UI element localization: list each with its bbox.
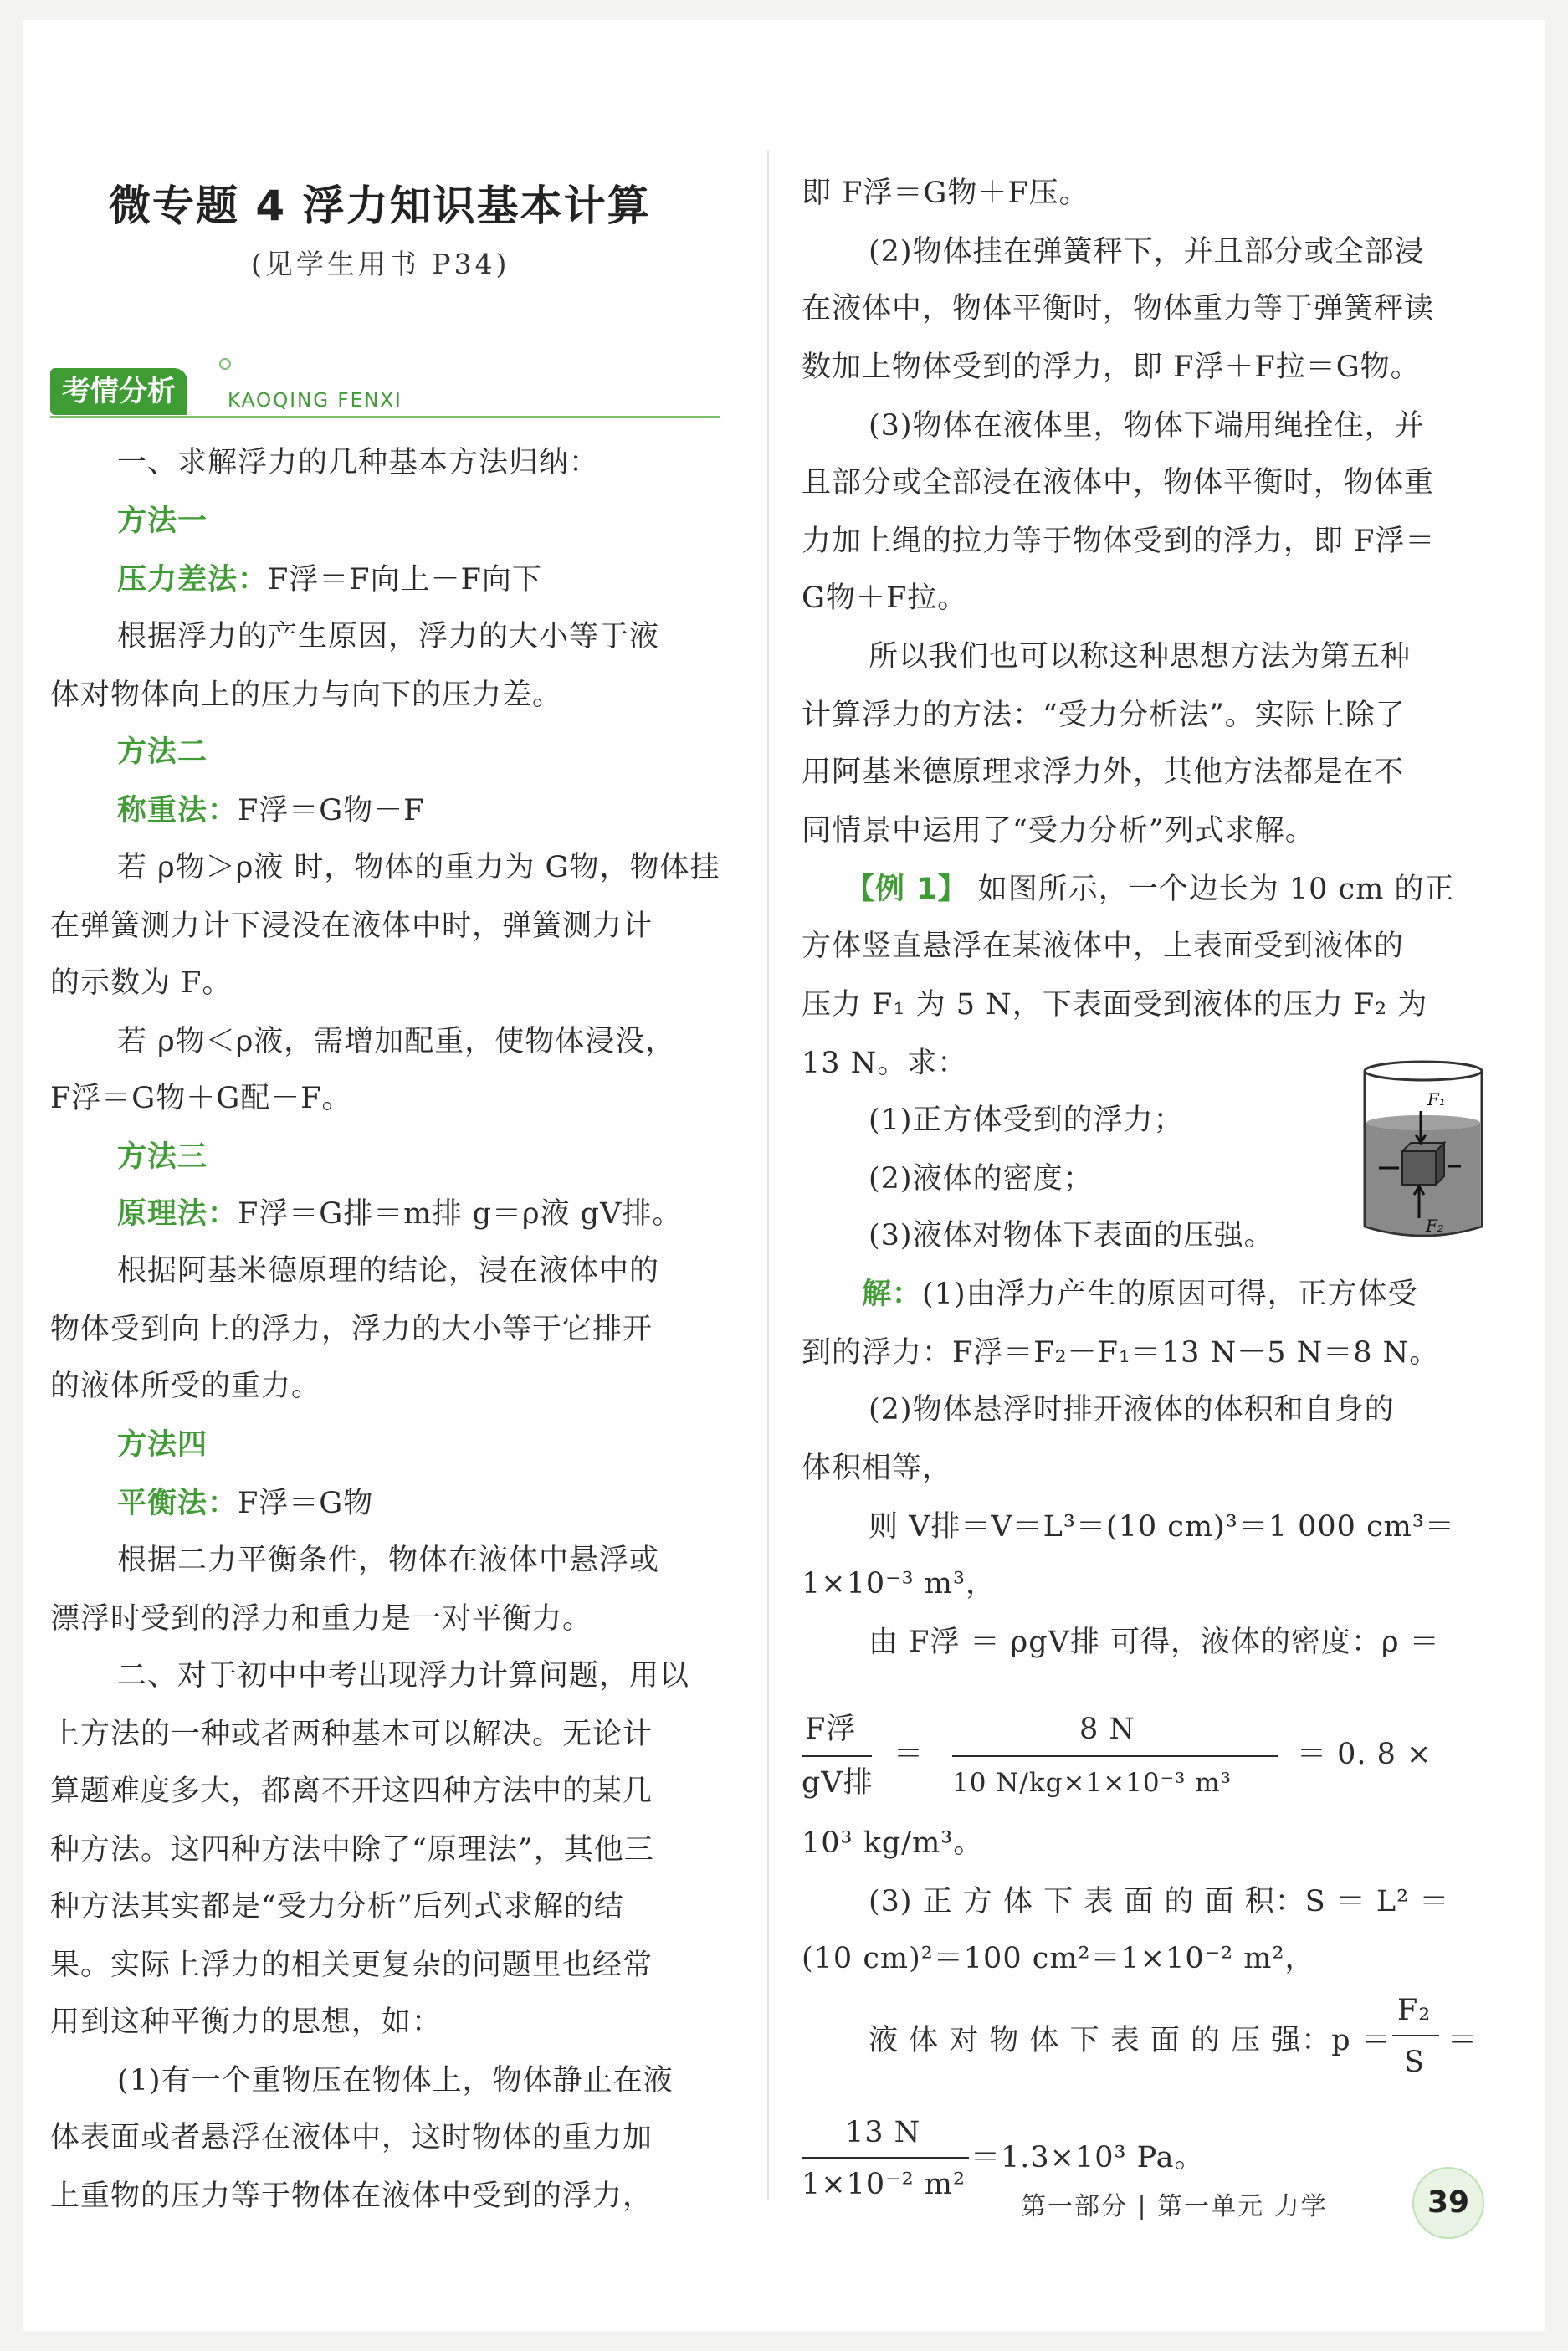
solution-text: 体积相等， (802, 1452, 953, 1485)
case-3-text: 且部分或全部浸在液体中，物体平衡时，物体重 (802, 466, 1435, 499)
solution-text: 1×10⁻³ m³， (802, 1567, 996, 1601)
solution-text: 液 体 对 物 体 下 表 面 的 压 强：p ＝ (869, 2024, 1391, 2057)
method-3-text: 物体受到向上的浮力，浮力的大小等于它排开 (50, 1313, 653, 1346)
fraction-2-denominator: 10 N/kg×1×10⁻³ m³ (952, 1768, 1232, 1798)
example-text: 方体竖直悬浮在某液体中，上表面受到液体的 (802, 930, 1405, 963)
method-2-text: 的示数为 F。 (50, 966, 233, 1000)
solution-text: (2)物体悬浮时排开液体的体积和自身的 (869, 1393, 1395, 1426)
cube (1402, 1151, 1436, 1185)
column-divider (767, 151, 769, 2200)
solution-text: 由 F浮 ＝ ρgV排 可得，液体的密度：ρ ＝ (869, 1626, 1440, 1659)
fraction-1-bar (802, 1755, 872, 1757)
method-2-text: 在弹簧测力计下浸没在液体中时，弹簧测力计 (50, 909, 653, 943)
solution-label: 解： (862, 1278, 923, 1311)
method-2-text: 若 ρ物＞ρ液 时，物体的重力为 G物，物体挂 (117, 851, 720, 884)
part-2-text: 用到这种平衡力的思想，如： (50, 2005, 443, 2039)
fraction-3-numerator: F₂ (1397, 1994, 1432, 2027)
footer-section: 第一部分 | 第一单元 力学 (1021, 2192, 1328, 2221)
method-2-text: F浮＝G物＋G配－F。 (50, 1082, 352, 1115)
fraction-3-bar (1392, 2035, 1439, 2036)
method-1-text: 体对物体向上的压力与向下的压力差。 (50, 679, 563, 712)
case-3-text: (3)物体在液体里，物体下端用绳拴住，并 (869, 409, 1425, 443)
solution-text: 则 V排＝V＝L³＝(10 cm)³＝1 000 cm³＝ (869, 1510, 1455, 1544)
method-1-name: 压力差法： (117, 563, 269, 597)
fraction-4-numerator: 13 N (845, 2116, 921, 2149)
example-text: 压力 F₁ 为 5 N，下表面受到液体的压力 F₂ 为 (802, 988, 1428, 1022)
section-badge-english: KAOQING FENXI (228, 390, 402, 412)
case-1-text: 上重物的压力等于物体在液体中受到的浮力， (50, 2179, 653, 2213)
method-4-formula-line (117, 1483, 373, 1524)
solution-text: 10³ kg/m³。 (802, 1826, 984, 1860)
page-subtitle: (见学生用书 P34) (251, 248, 510, 280)
example-text: 如图所示，一个边长为 10 cm 的正 (977, 873, 1455, 906)
solution-line (862, 1273, 1418, 1315)
example-label: 【例 1】 (845, 873, 968, 906)
equals-sign: ＝ (894, 1738, 925, 1771)
solution-text: (10 cm)²＝100 cm²＝1×10⁻² m²， (802, 1942, 1315, 1975)
section-badge: 考情分析 (50, 368, 187, 415)
solution-text: (3) 正 方 体 下 表 面 的 面 积：S ＝ L² ＝ (869, 1885, 1450, 1918)
summary-text: 用阿基米德原理求浮力外，其他方法都是在不 (802, 755, 1405, 789)
example-text: 13 N。求： (802, 1047, 968, 1080)
page-number: 39 (1412, 2167, 1484, 2239)
label-f2: F₂ (1426, 1216, 1444, 1236)
method-3-formula: F浮＝G排＝m排 g＝ρ液 gV排。 (238, 1197, 683, 1231)
case-3-text: G物＋F拉。 (802, 581, 968, 615)
part-2-text: 种方法其实都是“受力分析”后列式求解的结 (50, 1890, 624, 1923)
fraction-2-bar (952, 1755, 1278, 1757)
part-2-text: 种方法。这四种方法中除了“原理法”，其他三 (50, 1833, 654, 1867)
beaker-rim (1365, 1062, 1482, 1080)
page-title: 微专题 4 浮力知识基本计算 (109, 182, 651, 230)
method-1-heading: 方法一 (117, 505, 208, 538)
method-4-text: 根据二力平衡条件，物体在液体中悬浮或 (117, 1544, 660, 1577)
case-2-text: 数加上物体受到的浮力，即 F浮＋F拉＝G物。 (802, 351, 1421, 384)
liquid-surface (1366, 1115, 1480, 1130)
question-2: (2)液体的密度； (869, 1162, 1094, 1196)
equals-sign: ＝ (1448, 2024, 1478, 2057)
method-1-formula-line (117, 559, 542, 601)
method-4-heading: 方法四 (117, 1428, 208, 1462)
method-3-name: 原理法： (117, 1197, 238, 1231)
case-2-text: 在液体中，物体平衡时，物体重力等于弹簧秤读 (802, 292, 1435, 325)
case-2-text: (2)物体挂在弹簧秤下，并且部分或全部浸 (869, 235, 1425, 269)
part-2-text: 二、对于初中中考出现浮力计算问题，用以 (117, 1659, 690, 1693)
case-3-text: 力加上绳的拉力等于物体受到的浮力，即 F浮＝ (802, 525, 1436, 558)
example-line (845, 868, 1454, 910)
method-1-text: 根据浮力的产生原因，浮力的大小等于液 (117, 620, 660, 653)
cube-side (1436, 1143, 1444, 1185)
method-2-name: 称重法： (117, 794, 238, 827)
method-4-text: 漂浮时受到的浮力和重力是一对平衡力。 (50, 1602, 593, 1636)
method-2-formula: F浮＝G物－F (238, 794, 425, 827)
case-1-text: 体表面或者悬浮在液体中，这时物体的重力加 (50, 2121, 653, 2154)
summary-text: 计算浮力的方法：“受力分析法”。实际上除了 (802, 699, 1406, 732)
method-3-formula-line (117, 1193, 682, 1235)
question-3: (3)液体对物体下表面的压强。 (869, 1219, 1274, 1252)
method-2-text: 若 ρ物＜ρ液，需增加配重，使物体浸没， (117, 1025, 676, 1058)
label-f1: F₁ (1427, 1089, 1446, 1109)
method-3-heading: 方法三 (117, 1140, 208, 1174)
method-2-formula-line (117, 790, 425, 832)
pressure-result: ＝1.3×10³ Pa。 (971, 2141, 1205, 2174)
fraction-4-bar (802, 2157, 969, 2159)
case-1-text: (1)有一个重物压在物体上，物体静止在液 (117, 2064, 674, 2097)
method-4-name: 平衡法： (117, 1487, 238, 1520)
badge-dot-icon (219, 358, 231, 370)
density-result: ＝ 0. 8 × (1297, 1738, 1432, 1771)
fraction-4-denominator: 1×10⁻² m² (802, 2168, 966, 2201)
method-2-heading: 方法二 (117, 735, 208, 769)
solution-text: 到的浮力：F浮＝F₂－F₁＝13 N－5 N＝8 N。 (802, 1336, 1440, 1370)
method-4-formula: F浮＝G物 (238, 1487, 374, 1520)
question-1: (1)正方体受到的浮力； (869, 1104, 1184, 1137)
method-1-formula: F浮＝F向上－F向下 (268, 563, 542, 597)
section-underline (50, 416, 720, 418)
summary-text: 所以我们也可以称这种思想方法为第五种 (869, 640, 1412, 674)
fraction-1-denominator: gV排 (802, 1766, 874, 1800)
method-3-text: 根据阿基米德原理的结论，浸在液体中的 (117, 1254, 660, 1288)
summary-text: 同情景中运用了“受力分析”列式求解。 (802, 814, 1315, 848)
part-2-text: 上方法的一种或者两种基本可以解决。无论计 (50, 1718, 653, 1751)
part-2-text: 果。实际上浮力的相关更复杂的问题里也经常 (50, 1949, 653, 1982)
beaker-cube-figure (1360, 1059, 1486, 1242)
fraction-2-numerator: 8 N (1079, 1713, 1136, 1746)
method-3-text: 的液体所受的重力。 (50, 1370, 322, 1403)
fraction-3-denominator: S (1404, 2046, 1425, 2079)
intro-line: 一、求解浮力的几种基本方法归纳： (117, 446, 600, 479)
case-1-end: 即 F浮＝G物＋F压。 (802, 177, 1089, 210)
solution-text: (1)由浮力产生的原因可得，正方体受 (922, 1278, 1418, 1311)
fraction-1-numerator: F浮 (805, 1713, 857, 1746)
part-2-text: 算题难度多大，都离不开这四种方法中的某几 (50, 1775, 653, 1808)
